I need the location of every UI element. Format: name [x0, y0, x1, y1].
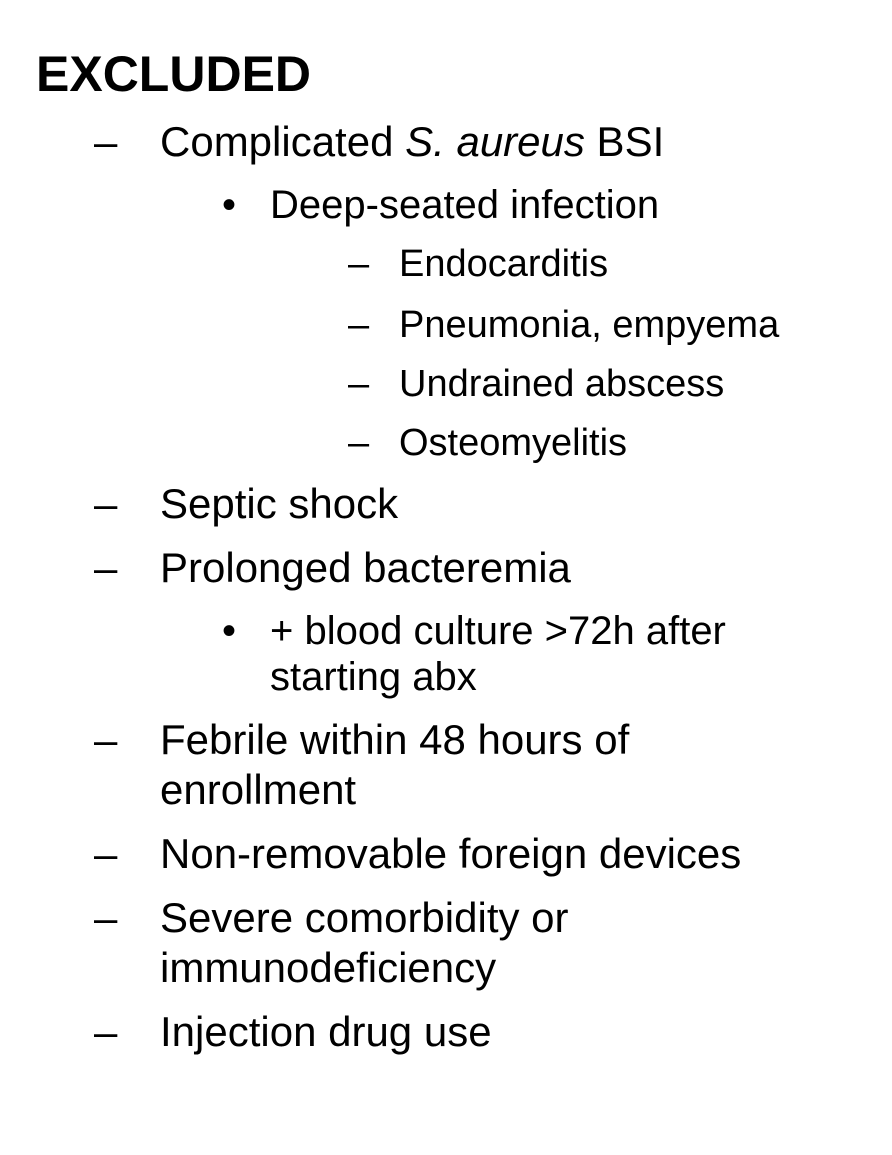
- list-item-text: Osteomyelitis: [399, 422, 628, 464]
- list-item-text: Pneumonia, empyema: [399, 304, 780, 346]
- list-item-text-continued: enrollment: [160, 766, 357, 813]
- list-item-text: Prolonged bacteremia: [160, 544, 571, 591]
- dash-marker: –: [94, 480, 118, 527]
- list-item-text: Endocarditis: [399, 243, 609, 285]
- list-item-text: Deep-seated infection: [270, 183, 660, 227]
- dash-marker: –: [94, 118, 118, 165]
- list-item-text: Severe comorbidity or: [160, 894, 569, 941]
- list-item-text: Febrile within 48 hours of: [160, 716, 630, 763]
- list-item-text: + blood culture >72h after: [270, 609, 726, 653]
- dash-marker: –: [348, 304, 370, 346]
- dash-marker: –: [94, 716, 118, 763]
- dash-marker: –: [94, 544, 118, 591]
- list-item-text: Injection drug use: [160, 1008, 492, 1055]
- bullet-marker: •: [222, 183, 237, 227]
- list-item-text: Complicated S. aureus BSI: [160, 118, 665, 165]
- dash-marker: –: [94, 1008, 118, 1055]
- bullet-marker: •: [222, 609, 237, 653]
- dash-marker: –: [348, 363, 370, 405]
- dash-marker: –: [94, 830, 118, 877]
- list-item-text-continued: starting abx: [270, 655, 477, 699]
- dash-marker: –: [94, 894, 118, 941]
- list-item-text: Undrained abscess: [399, 363, 725, 405]
- list-item-text-continued: immunodeficiency: [160, 944, 497, 991]
- slide-title: EXCLUDED: [36, 46, 312, 102]
- dash-marker: –: [348, 243, 370, 285]
- list-item-text: Non-removable foreign devices: [160, 830, 742, 877]
- dash-marker: –: [348, 422, 370, 464]
- list-item-text: Septic shock: [160, 480, 399, 527]
